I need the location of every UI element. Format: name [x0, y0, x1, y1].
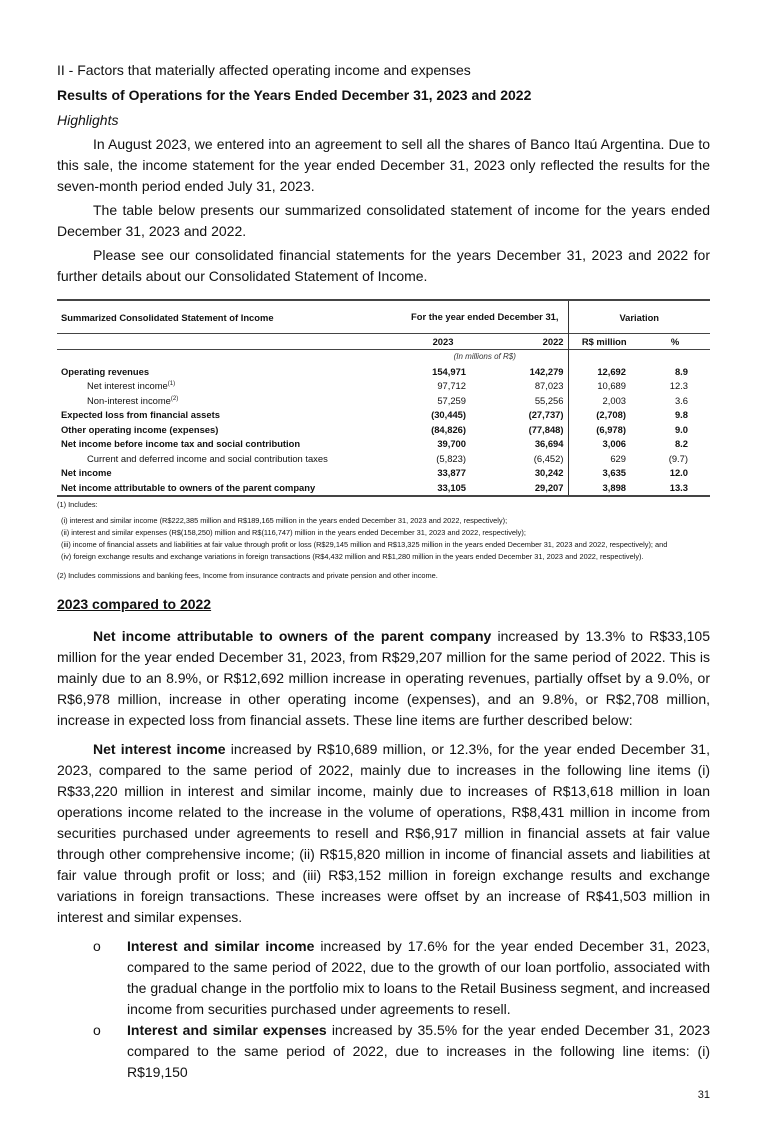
value-2023: (84,826)	[431, 423, 466, 435]
period-header: For the year ended December 31,	[411, 311, 559, 323]
value-2022: (27,737)	[528, 409, 564, 421]
row-label	[57, 408, 402, 423]
footnote-item: (i) interest and similar income (R$222,385 million and R$189,165 million in the years ended December 31, 2023 and 2022, respectively);	[61, 515, 508, 525]
table-row	[57, 480, 710, 496]
variation-header: Variation	[568, 300, 710, 334]
variation-percent: 9.0	[674, 423, 688, 435]
value-2023: 97,712	[437, 380, 466, 392]
row-label	[57, 437, 402, 452]
variation-amount: 12,692	[568, 364, 640, 379]
bold-term: Net income attributable to owners of the parent company	[93, 627, 492, 644]
table-row	[57, 466, 710, 481]
table-row	[57, 364, 710, 379]
value-2023: 57,259	[437, 394, 466, 406]
value-2022: 55,256	[534, 394, 564, 406]
row-label-text: Net interest income	[87, 380, 168, 392]
variation-amount: (2,708)	[568, 408, 640, 423]
bullet-list	[57, 936, 710, 1083]
variation-percent: (9.7)	[668, 452, 688, 464]
variation-percent: 12.3	[669, 380, 688, 392]
row-label	[57, 422, 402, 437]
footnote-1: (1) Includes:	[57, 499, 98, 509]
variation-amount: 3,635	[568, 466, 640, 481]
row-label-text: Other operating income (expenses)	[61, 423, 219, 435]
table-title: Summarized Consolidated Statement of Income	[61, 311, 274, 323]
row-label	[57, 364, 402, 379]
variation-percent: 8.9	[674, 365, 688, 377]
variation-percent: 9.8	[674, 409, 688, 421]
row-label	[57, 480, 402, 496]
units-label: (In millions of R$)	[453, 352, 516, 362]
bold-term: Net interest income	[93, 740, 226, 757]
bullet-item	[57, 936, 710, 1020]
variation-amount: 2,003	[568, 393, 640, 408]
row-label-text: Net income	[61, 467, 112, 479]
value-2022: 30,242	[534, 467, 564, 479]
value-2023: 154,971	[432, 365, 466, 377]
value-2022: 87,023	[534, 380, 564, 392]
paragraph-net-interest-income	[57, 739, 710, 928]
variation-percent: 12.0	[669, 467, 688, 479]
col-percent: %	[670, 335, 680, 347]
footnote-item: (iii) income of financial assets and liabilities at fair value through profit or loss (R$29,145 million and R$13,325 million in the years ended December 31, 2023 and 2022, respectively); and	[61, 539, 668, 549]
income-statement-table	[57, 299, 710, 497]
footnote-item: (iv) foreign exchange results and exchange variations in foreign transactions (R$4,432 million and R$1,280 million in the years ended December 31, 2023 and 2022, respectively).	[61, 551, 644, 561]
row-label	[57, 466, 402, 481]
variation-amount: 3,898	[568, 480, 640, 496]
table-row	[57, 451, 710, 466]
table-row	[57, 437, 710, 452]
footnote-ref: (2)	[170, 395, 179, 402]
value-2022: (6,452)	[533, 452, 564, 464]
value-2023: 39,700	[437, 438, 466, 450]
row-label-text: Current and deferred income and social contribution taxes	[87, 452, 328, 464]
variation-amount: 629	[568, 451, 640, 466]
row-label-text: Non-interest income	[87, 394, 171, 406]
value-2023: 33,877	[437, 467, 466, 479]
variation-amount: 3,006	[568, 437, 640, 452]
comparison-heading: 2023 compared to 2022	[57, 595, 212, 612]
section-title: II - Factors that materially affected operating income and expenses	[57, 62, 471, 78]
bullet-text: increased by 17.6% for the year ended December 31, 2023, compared to the same period of 2022, due to the growth of our loan portfolio, associated with the gradual change in the portfolio mix to loans to the Retail Business segment, and increased income from securities purchased under agreements to resell.	[127, 937, 710, 1017]
bullet-item	[57, 1020, 710, 1083]
variation-percent: 13.3	[669, 481, 688, 493]
bullet-text: increased by 35.5% for the year ended December 31, 2023 compared to the same period of 2022, due to increases in the following line items: (i) R$19,150	[127, 1021, 711, 1080]
table-row	[57, 379, 710, 394]
variation-amount: 10,689	[568, 379, 640, 394]
row-label	[57, 379, 402, 394]
bold-term: Interest and similar expenses	[127, 1021, 327, 1038]
results-title: Results of Operations for the Years Ended December 31, 2023 and 2022	[57, 87, 532, 103]
row-label	[57, 393, 402, 408]
row-label-text: Net income attributable to owners of the parent company	[61, 481, 316, 493]
value-2023: 33,105	[437, 481, 466, 493]
value-2022: 29,207	[534, 481, 564, 493]
col-rs-million: R$ million	[568, 334, 640, 350]
paragraph-net-income	[57, 626, 710, 731]
paragraph-text: increased by 13.3% to R$33,105 million for the year ended December 31, 2023, from R$29,207 million for the same period of 2022. This is mainly due to an 8.9%, or R$12,692 million increase in operating revenues, partially offset by a 9.0%, or R$6,978 million, increase in other operating income (expenses), and an 9.8%, or R$2,708 million, increase in expected loss from financial assets. These line items are further described below:	[57, 627, 710, 728]
col-2022: 2022	[542, 335, 564, 347]
page-number: 31	[697, 1088, 710, 1101]
variation-percent: 8.2	[674, 438, 688, 450]
value-2022: 142,279	[529, 365, 564, 377]
value-2022: (77,848)	[528, 423, 564, 435]
table-row	[57, 408, 710, 423]
paragraph: In August 2023, we entered into an agreement to sell all the shares of Banco Itaú Argentina. Due to this sale, the income statement for the year ended December 31, 2023 only reflected the results for the seven-month period ended July 31, 2023.	[57, 136, 710, 194]
footnote-item: (ii) interest and similar expenses (R$(158,250) million and R$(116,747) million in the years ended December 31, 2023 and 2022, respectively);	[61, 527, 526, 537]
row-label	[57, 451, 402, 466]
row-label-text: Operating revenues	[61, 365, 150, 377]
paragraph: Please see our consolidated financial statements for the years December 31, 2023 and 2022 for further details about our Consolidated Statement of Income.	[57, 247, 710, 284]
row-label-text: Expected loss from financial assets	[61, 409, 220, 421]
table-row	[57, 393, 710, 408]
highlights-heading: Highlights	[57, 112, 119, 128]
paragraph-text: increased by R$10,689 million, or 12.3%, for the year ended December 31, 2023, compared to the same period of 2022, mainly due to increases in the following line items (i) R$33,220 million in interest and similar income, mainly due to increases of R$13,618 million in loan operations income related to the increase in the volume of operations, R$8,431 million in income from securities purchased under agreements to resell and R$6,917 million in financial assets at fair value through other comprehensive income; (ii) R$15,820 million in income of financial assets and liabilities at fair value through profit or loss; and (iii) R$3,152 million in foreign exchange results and exchange variations in foreign transactions. These increases were offset by an increase of R$41,503 million in interest and similar expenses.	[57, 740, 710, 925]
variation-amount: (6,978)	[568, 422, 640, 437]
bold-term: Interest and similar income	[127, 937, 315, 954]
footnote-ref: (1)	[167, 381, 176, 388]
row-label-text: Net income before income tax and social contribution	[61, 438, 301, 450]
col-2023: 2023	[432, 335, 454, 347]
footnotes	[57, 499, 710, 582]
footnote-2: (2) Includes commissions and banking fees, Income from insurance contracts and private pension and other income.	[57, 570, 438, 580]
variation-percent: 3.6	[674, 394, 688, 406]
value-2022: 36,694	[534, 438, 564, 450]
value-2023: (5,823)	[436, 452, 466, 464]
table-row	[57, 422, 710, 437]
value-2023: (30,445)	[431, 409, 466, 421]
paragraph: The table below presents our summarized consolidated statement of income for the years ended December 31, 2023 and 2022.	[57, 202, 710, 239]
